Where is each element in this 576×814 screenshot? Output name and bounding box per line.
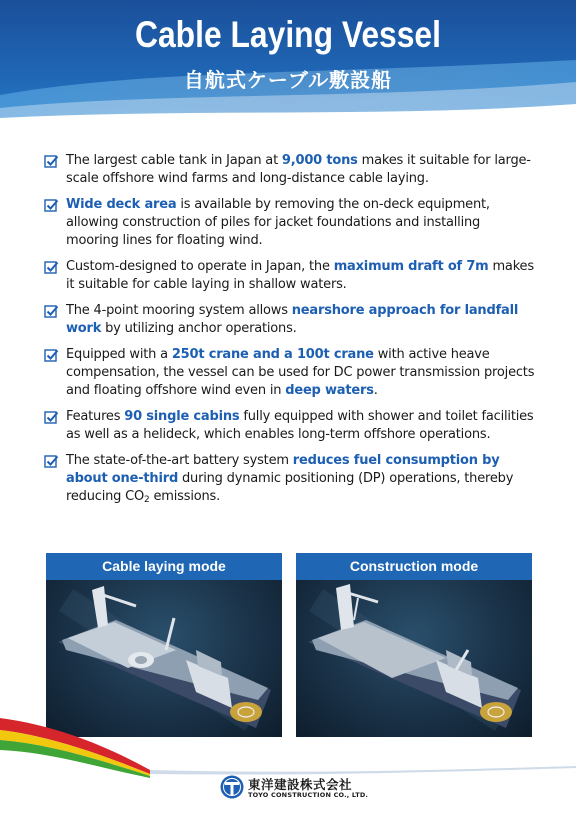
vessel-image [296,580,532,737]
feature-text: is available by removing the on-deck equipment, allowing construction of piles for jacket foundations and installing mooring lines for floating wind. [66,196,490,249]
decorative-stripes [0,718,576,778]
feature-text: during dynamic positioning (DP) operations, thereby reducing CO [66,471,514,505]
feature-item [44,346,536,401]
feature-highlight: maximum draft of 7m [333,259,489,275]
feature-highlight: deep waters [285,383,374,399]
company-logo [220,773,369,803]
feature-item [44,302,536,338]
page-subtitle: 自航式ケーブル敷設船 [183,68,393,92]
feature-text: Equipped with a [66,346,172,362]
photo-construction-mode [296,553,532,737]
checkbox-icon [44,260,59,275]
vessel-image [46,580,282,737]
checkbox-icon [44,348,59,363]
feature-text: with active heave compensation, the vessel can be used for DC power transmission projects and floating offshore wind even in [66,346,535,399]
feature-highlight: reduces fuel consumption by about one-third [66,452,500,487]
company-name-en: TOYO CONSTRUCTION CO., LTD. [248,791,369,799]
feature-highlight: 9,000 tons [281,153,358,168]
feature-item [44,258,536,294]
feature-text: The 4-point mooring system allows [66,302,292,318]
page-title: Cable Laying Vessel [135,14,441,55]
feature-list [44,152,536,517]
feature-item [44,152,536,188]
feature-text: The state-of-the-art battery system [66,452,293,468]
feature-text: makes it suitable for cable laying in shallow waters. [66,259,534,293]
photo-label-construction: Construction mode [296,553,532,580]
checkbox-icon [44,198,59,213]
feature-text: Custom-designed to operate in Japan, the [66,259,334,275]
feature-text: by utilizing anchor operations. [101,321,297,337]
feature-highlight: Wide deck area [66,196,177,212]
toyo-logo-icon [220,775,244,799]
checkbox-icon [44,154,59,169]
feature-item [44,196,536,251]
feature-text: fully equipped with shower and toilet facilities as well as a helideck, which enables long-term offshore operations. [66,408,534,443]
feature-highlight: 90 single cabins [124,408,240,424]
feature-highlight: nearshore approach for landfall work [66,302,519,337]
feature-highlight: 250t crane and a 100t crane [171,346,374,362]
checkbox-icon [44,454,59,469]
feature-text: . [373,383,378,399]
subscript-two: 2 [144,495,150,506]
feature-item [44,408,536,444]
feature-text: The largest cable tank in Japan at [66,153,282,168]
company-name-jp: 東洋建設株式会社 [248,777,353,792]
feature-text: Features [66,408,125,424]
header-banner [0,0,576,132]
photo-cable-laying-mode [46,553,282,737]
checkbox-icon [44,304,59,319]
photo-label-cable-laying: Cable laying mode [46,553,282,580]
feature-text: makes it suitable for large-scale offshore wind farms and long-distance cable laying. [66,153,531,187]
checkbox-icon [44,410,59,425]
feature-item [44,452,536,510]
feature-text: emissions. [149,489,221,505]
